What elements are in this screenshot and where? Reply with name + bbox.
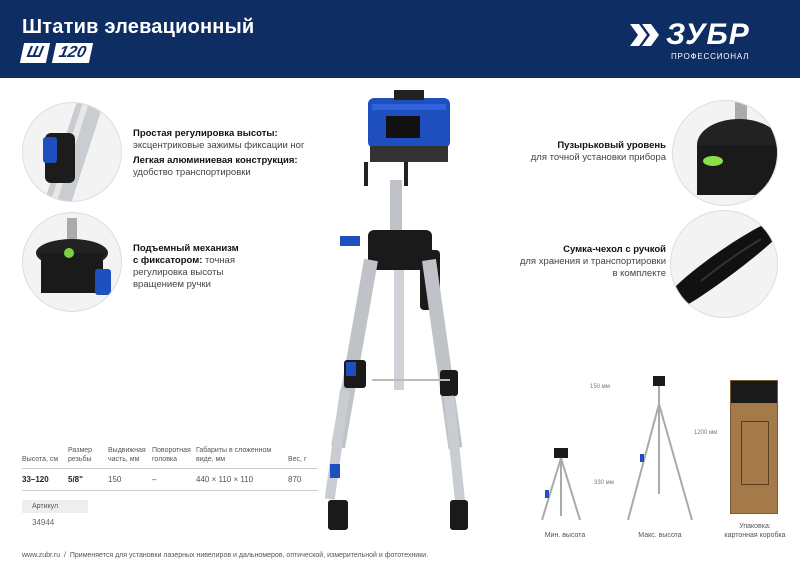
spec-value: 150 xyxy=(108,469,152,491)
caption-max-height: Макс. высота xyxy=(638,532,682,539)
model-label xyxy=(22,42,90,64)
spec-header: Высота, см xyxy=(22,456,59,463)
tripod-min-height-drawing xyxy=(536,446,586,524)
footer-text: Применяется для установки лазерных нивелиров и дальномеров, оптической, измерительной и фототехники. xyxy=(69,552,429,559)
brand-subtitle: ПРОФЕССИОНАЛ xyxy=(671,52,750,61)
article-label: Артикул xyxy=(22,500,88,513)
feature-level xyxy=(500,140,666,164)
spec-header: Размер резьбы xyxy=(68,447,93,463)
leg-clamp-photo xyxy=(22,102,122,202)
lift-mechanism-photo xyxy=(22,212,122,312)
brand-arrows-icon xyxy=(630,22,660,48)
packaging-box xyxy=(730,380,778,514)
dim-330: 330 мм xyxy=(594,480,614,486)
feature-height-title: Простая регулировка высоты: xyxy=(133,128,278,139)
feature-bag-text1: для хранения и транспортировки xyxy=(519,256,666,267)
spec-value: – xyxy=(152,469,196,491)
feature-bag xyxy=(500,244,666,280)
footer-separator: / xyxy=(64,552,66,559)
feature-bag-text2: в комплекте xyxy=(612,268,666,279)
caption-min-height: Мин. высота xyxy=(544,532,586,539)
feature-alu-title: Легкая алюминиевая конструкция: xyxy=(133,155,298,166)
model-prefix: Ш xyxy=(20,43,50,63)
brand-logo xyxy=(630,18,750,52)
model-number: 120 xyxy=(52,43,93,63)
spec-value: 33–120 xyxy=(22,469,68,491)
feature-lift xyxy=(133,243,239,291)
feature-height-text: эксцентриковые зажимы фиксации ног xyxy=(133,140,305,151)
spec-value: 440 × 110 × 110 xyxy=(196,469,288,491)
feature-lift-title1: Подъемный механизм xyxy=(133,243,239,254)
article-value: 34944 xyxy=(32,518,55,527)
feature-lift-text1: точная xyxy=(205,255,235,266)
spec-header: Выдвижная часть, мм xyxy=(108,447,146,463)
spec-value: 870 xyxy=(288,469,318,491)
feature-height xyxy=(133,128,304,152)
tripod-max-height-drawing xyxy=(620,374,700,524)
footer xyxy=(22,552,428,559)
feature-bag-title: Сумка-чехол с ручкой xyxy=(563,244,666,255)
caption-packaging-line1: Упаковка: xyxy=(739,523,771,530)
spec-value: 5/8" xyxy=(68,469,108,491)
spec-header: Вес, г xyxy=(288,456,307,463)
feature-lift-text3: вращением ручки xyxy=(133,279,211,290)
feature-level-title: Пузырьковый уровень xyxy=(557,140,666,151)
bubble-level-photo xyxy=(672,100,778,206)
feature-lift-text2: регулировка высоты xyxy=(133,267,224,278)
product-title: Штатив элевационный xyxy=(22,16,255,38)
footer-url[interactable]: www.zubr.ru xyxy=(22,552,61,559)
caption-packaging-line2: картонная коробка xyxy=(724,532,786,539)
caption-packaging xyxy=(720,522,790,540)
feature-lift-title2: с фиксатором: xyxy=(133,255,203,266)
spec-header: Поворотная головка xyxy=(152,447,191,463)
spec-table xyxy=(22,446,318,491)
dim-1200: 1200 мм xyxy=(694,430,718,436)
feature-level-text: для точной установки прибора xyxy=(530,152,666,163)
header-banner xyxy=(0,0,800,78)
spec-value-row xyxy=(22,469,318,491)
spec-header: Габариты в сложенном виде, мм xyxy=(196,447,272,463)
spec-header-row xyxy=(22,446,318,469)
brand-name: ЗУБР xyxy=(666,18,750,51)
carry-bag-photo xyxy=(670,210,778,318)
feature-alu-text: удобство транспортировки xyxy=(133,167,251,178)
article-block xyxy=(22,500,88,532)
tripod-main-photo xyxy=(300,90,500,540)
feature-alu xyxy=(133,155,298,179)
dim-150: 150 мм xyxy=(590,384,610,390)
